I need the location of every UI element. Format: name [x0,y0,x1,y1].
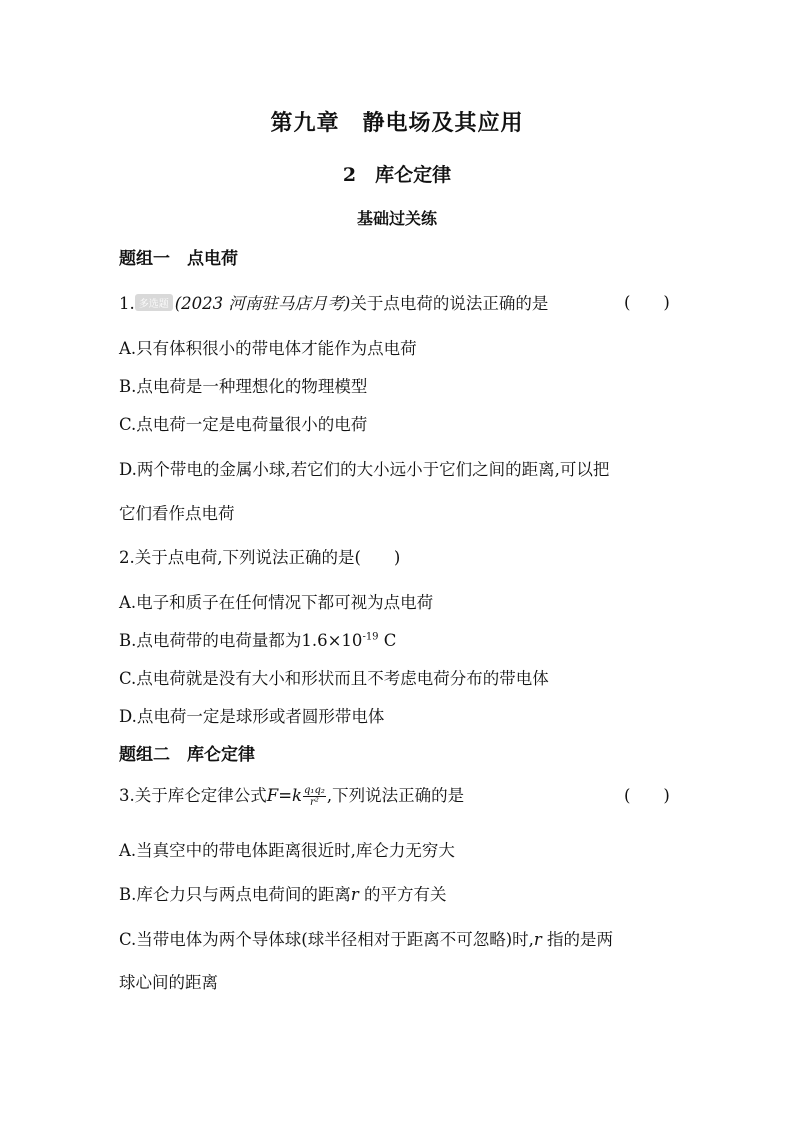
question-2-stem: 2.关于点电荷,下列说法正确的是( ) [119,548,401,567]
option-b [119,627,396,651]
formula-lhs: F=k [266,786,303,805]
exponent: -19 [362,631,379,643]
multi-choice-badge: 多选题 [135,294,173,311]
option-a: A.电子和质子在任何情况下都可视为点电荷 [119,593,434,612]
option-a: A.当真空中的带电体距离很近时,库仑力无穷大 [119,841,455,860]
group-title-2: 题组二 库仑定律 [119,745,255,765]
unit: C [378,631,397,650]
subheading: 基础过关练 [356,209,437,228]
option-b-suffix: 的平方有关 [358,885,447,904]
option-d: D.点电荷一定是球形或者圆形带电体 [119,707,385,726]
option-a: A.只有体积很小的带电体才能作为点电荷 [119,339,417,358]
question-stem-text: 关于点电荷的说法正确的是 [350,294,549,313]
option-b-text: B.库仑力只与两点电荷间的距离 [119,885,351,904]
question-stem-text: 3.关于库仑定律公式 [119,786,267,805]
option-d: D.两个带电的金属小球,若它们的大小远小于它们之间的距离,可以把 [119,460,610,479]
option-c [119,926,613,950]
option-c-continued: 球心间的距离 [119,973,218,992]
question-3-stem [119,782,464,808]
option-b-text: B.点电荷带的电荷量都为1.6×10 [119,631,363,650]
fraction-numerator: q₁q₂ [304,785,325,796]
option-b [119,881,447,905]
fraction-denominator: r² [310,797,319,808]
answer-parentheses: ( ) [624,786,670,805]
variable-r: r [350,885,359,904]
option-c: C.点电荷一定是电荷量很小的电荷 [119,415,368,434]
question-stem-suffix: ,下列说法正确的是 [326,786,465,805]
question-1-stem [119,290,548,314]
variable-r: r [533,930,542,949]
group-title-1: 题组一 点电荷 [119,249,238,269]
option-d-continued: 它们看作点电荷 [119,504,235,523]
option-c-suffix: 指的是两 [541,930,614,949]
option-c: C.点电荷就是没有大小和形状而且不考虑电荷分布的带电体 [119,669,549,688]
option-b: B.点电荷是一种理想化的物理模型 [119,377,368,396]
coulomb-fraction [303,785,326,808]
question-source: (2023 河南驻马店月考) [174,294,351,313]
chapter-title: 第九章 静电场及其应用 [270,110,524,136]
option-c-text: C.当带电体为两个导体球(球半径相对于距离不可忽略)时, [119,930,534,949]
question-number: 1. [119,294,135,313]
answer-parentheses: ( ) [624,293,670,312]
section-title: 2 库仑定律 [342,164,452,186]
